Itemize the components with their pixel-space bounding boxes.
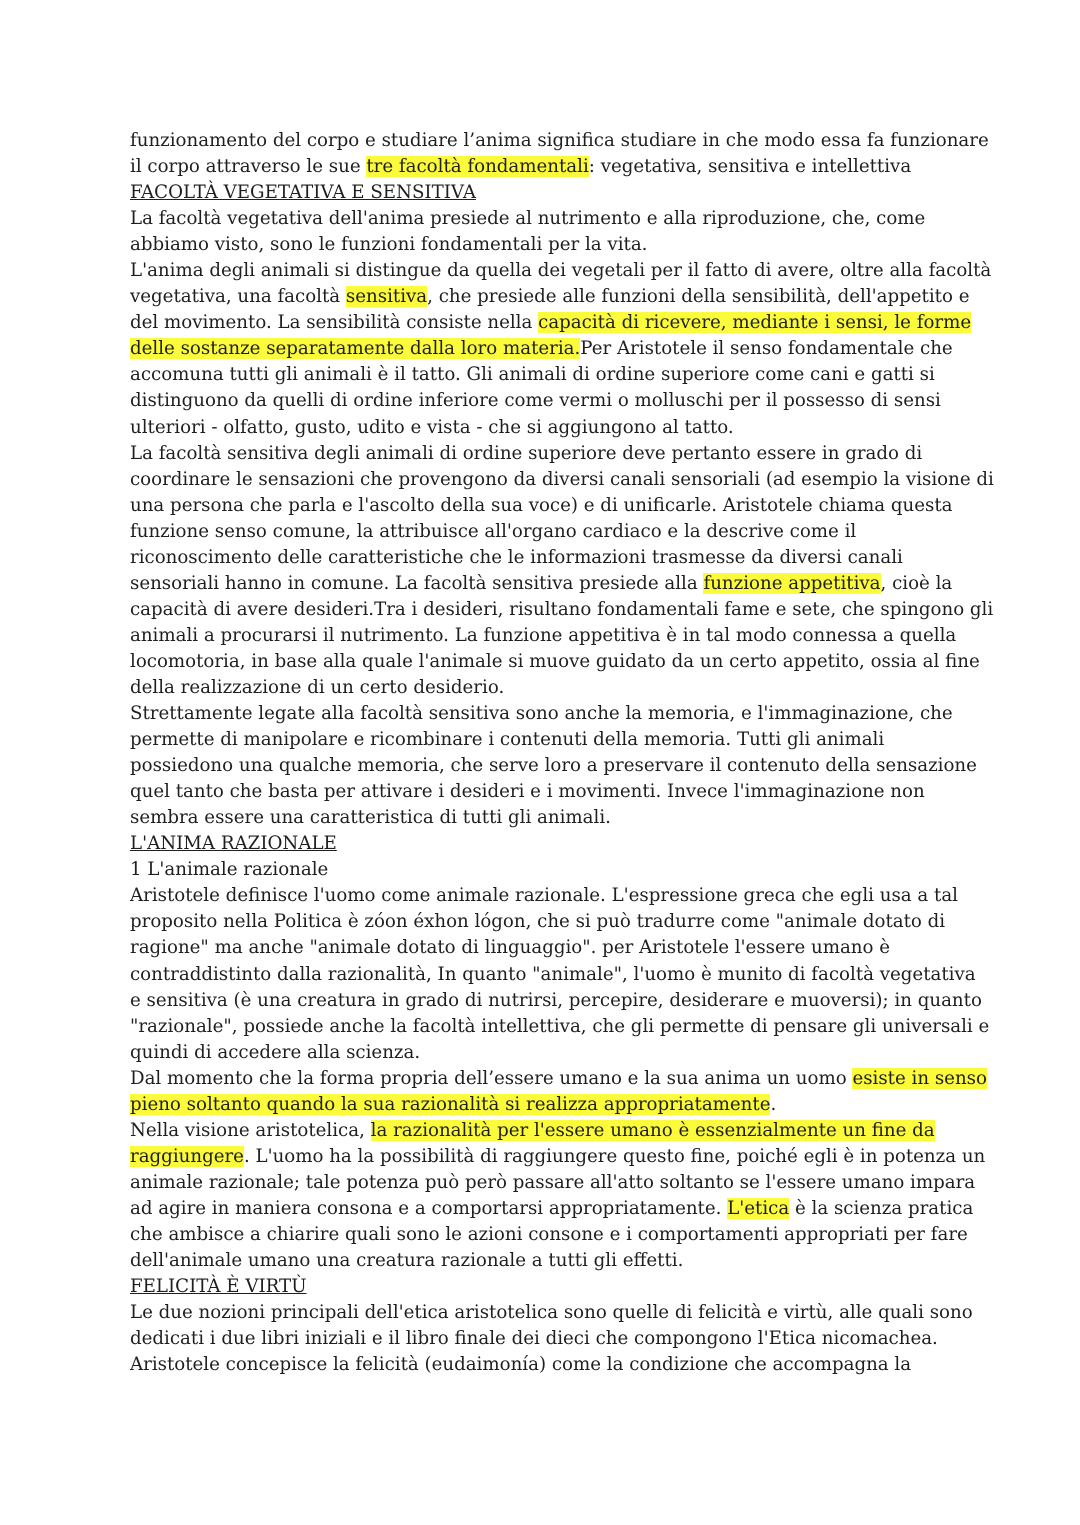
text-line [130, 1014, 990, 1040]
heading-text: FACOLTÀ VEGETATIVA E SENSITIVA [130, 182, 476, 204]
text-line [130, 779, 960, 805]
text-segment: Nella visione aristotelica, [130, 1119, 371, 1141]
text-line [130, 1222, 968, 1248]
highlighted-text: capacità di ricevere, mediante i sensi, le forme [538, 312, 972, 334]
text-line [130, 962, 976, 988]
text-line [130, 519, 960, 545]
text-line [130, 1092, 960, 1118]
section-heading [130, 180, 960, 206]
heading-text: FELICITÀ È VIRTÙ [130, 1276, 307, 1298]
highlighted-text: delle sostanze separatamente dalla loro materia. [130, 338, 581, 360]
text-line [130, 1144, 986, 1170]
text-line [130, 1196, 974, 1222]
text-segment: della realizzazione di un certo desiderio. [130, 676, 505, 698]
text-segment: riconoscimento delle caratteristiche che le informazioni trasmesse da diversi canali [130, 546, 903, 568]
text-line [130, 701, 960, 727]
text-line [130, 258, 992, 284]
text-line [130, 805, 960, 831]
text-line [130, 1248, 960, 1274]
text-line [130, 1170, 976, 1196]
text-segment: L'anima degli animali si distingue da quella dei vegetali per il fatto di avere, oltre alla facoltà [130, 260, 992, 282]
text-line [130, 649, 980, 675]
text-segment: è la scienza pratica [789, 1197, 974, 1219]
text-segment: La facoltà vegetativa dell'anima presiede al nutrimento e alla riproduzione, che, come [130, 208, 926, 230]
highlighted-text: sensitiva [345, 286, 428, 308]
highlighted-text: esiste in senso [852, 1067, 987, 1089]
text-line [130, 1300, 973, 1326]
text-segment: sensoriali hanno in comune. La facoltà sensitiva presiede alla [130, 572, 704, 594]
highlighted-text: raggiungere [130, 1145, 244, 1167]
text-segment: una persona che parla e l'ascolto della sua voce) e di unificarle. Aristotele chiama questa [130, 494, 953, 516]
text-line [130, 232, 960, 258]
text-segment: quindi di accedere alla scienza. [130, 1041, 421, 1063]
text-segment: Le due nozioni principali dell'etica aristotelica sono quelle di felicità e virtù, alle quali sono [130, 1302, 973, 1324]
highlighted-text: funzione appetitiva [703, 572, 881, 594]
text-segment: : vegetativa, sensitiva e intellettiva [588, 156, 912, 178]
text-segment: il corpo attraverso le sue [130, 156, 367, 178]
text-segment: che ambisce a chiarire quali sono le azioni consone e i comportamenti appropriati per fare [130, 1223, 968, 1245]
section-heading [130, 831, 960, 857]
text-segment: Aristotele definisce l'uomo come animale razionale. L'espressione greca che egli usa a tal [130, 885, 959, 907]
text-segment: permette di manipolare e ricombinare i contenuti della memoria. Tutti gli animali [130, 729, 885, 751]
text-segment: La facoltà sensitiva degli animali di ordine superiore deve pertanto essere in grado di [130, 442, 923, 464]
text-segment: Strettamente legate alla facoltà sensitiva sono anche la memoria, e l'immaginazione, che [130, 703, 953, 725]
text-segment: . [770, 1093, 777, 1115]
text-line [130, 988, 982, 1014]
text-line [130, 571, 960, 597]
text-line [130, 727, 960, 753]
text-segment: locomotoria, in base alla quale l'animale si muove guidato da un certo appetito, ossia al fine [130, 650, 980, 672]
text-line [130, 128, 989, 154]
text-line [130, 206, 960, 232]
text-line [130, 675, 960, 701]
text-line [130, 467, 994, 493]
text-segment: contraddistinto dalla razionalità, In quanto "animale", l'uomo è munito di facoltà vegetativa [130, 963, 976, 985]
document-body [130, 128, 994, 1378]
text-line [130, 935, 960, 961]
text-line [130, 493, 960, 519]
text-line [130, 310, 972, 336]
text-segment: funzione senso comune, la attribuisce all'organo cardiaco e la descrive come il [130, 520, 857, 542]
text-line [130, 623, 960, 649]
text-segment: , cioè la [880, 572, 953, 594]
highlighted-text: la razionalità per l'essere umano è essenzialmente un fine da [370, 1119, 935, 1141]
text-line [130, 284, 970, 310]
text-segment: Per Aristotele il senso fondamentale che [580, 338, 953, 360]
text-segment: del movimento. La sensibilità consiste nella [130, 312, 539, 334]
highlighted-text: L'etica [727, 1197, 790, 1219]
text-line [130, 388, 960, 414]
text-segment: accomuna tutti gli animali è il tatto. Gli animali di ordine superiore come cani e gatti si [130, 364, 935, 386]
text-segment: vegetativa, una facoltà [130, 286, 346, 308]
text-line [130, 1118, 960, 1144]
text-segment: Aristotele concepisce la felicità (eudaimonía) come la condizione che accompagna la [130, 1354, 912, 1376]
section-heading [130, 1274, 960, 1300]
text-segment: capacità di avere desideri.Tra i desideri, risultano fondamentali fame e sete, che spingono gli [130, 598, 994, 620]
text-segment: distinguono da quelli di ordine inferiore come vermi o molluschi per il possesso di sensi [130, 390, 941, 412]
text-line [130, 545, 960, 571]
text-segment: dell'animale umano una creatura razionale a tutti gli effetti. [130, 1250, 684, 1272]
text-line [130, 441, 960, 467]
text-line [130, 883, 960, 909]
text-segment: ad agire in maniera consona e a comportarsi appropriatamente. [130, 1197, 728, 1219]
heading-text: L'ANIMA RAZIONALE [130, 833, 337, 855]
text-segment: quel tanto che basta per attivare i desideri e i movimenti. Invece l'immaginazione non [130, 781, 925, 803]
text-segment: possiedono una qualche memoria, che serve loro a preservare il contenuto della sensazione [130, 755, 977, 777]
text-line [130, 1352, 960, 1378]
text-segment: Dal momento che la forma propria dell’essere umano e la sua anima un uomo [130, 1067, 853, 1089]
text-segment: animale razionale; tale potenza può però passare all'atto soltanto se l'essere umano impara [130, 1171, 976, 1193]
highlighted-text: tre facoltà fondamentali [366, 156, 589, 178]
text-line [130, 336, 960, 362]
highlighted-text: pieno soltanto quando la sua razionalità si realizza appropriatamente [130, 1093, 771, 1115]
text-line [130, 1066, 987, 1092]
text-line [130, 597, 994, 623]
text-segment: ragione" ma anche "animale dotato di linguaggio". per Aristotele l'essere umano è [130, 937, 890, 959]
text-segment: dedicati i due libri iniziali e il libro finale dei dieci che compongono l'Etica nicomachea. [130, 1328, 938, 1350]
text-segment: 1 L'animale razionale [130, 859, 329, 881]
text-segment: coordinare le sensazioni che provengono da diversi canali sensoriali (ad esempio la visione di [130, 468, 994, 490]
text-segment: animali a procurarsi il nutrimento. La funzione appetitiva è in tal modo connessa a quella [130, 624, 957, 646]
text-segment: proposito nella Politica è zóon éxhon lógon, che si può tradurre come "animale dotato di [130, 911, 946, 933]
text-line [130, 909, 960, 935]
text-segment: sembra essere una caratteristica di tutti gli animali. [130, 807, 611, 829]
text-line [130, 415, 960, 441]
text-segment: , che presiede alle funzioni della sensibilità, dell'appetito e [427, 286, 970, 308]
text-segment: abbiamo visto, sono le funzioni fondamentali per la vita. [130, 234, 648, 256]
text-line [130, 857, 960, 883]
text-segment: "razionale", possiede anche la facoltà intellettiva, che gli permette di pensare gli universali e [130, 1015, 990, 1037]
text-segment: ulteriori - olfatto, gusto, udito e vista - che si aggiungono al tatto. [130, 416, 734, 438]
text-segment: funzionamento del corpo e studiare l’anima significa studiare in che modo essa fa funzionare [130, 130, 989, 151]
text-segment: . L'uomo ha la possibilità di raggiungere questo fine, poiché egli è in potenza un [243, 1145, 986, 1167]
text-line [130, 362, 960, 388]
text-line [130, 1040, 960, 1066]
text-line [130, 753, 977, 779]
text-line [130, 154, 960, 180]
text-segment: e sensitiva (è una creatura in grado di nutrirsi, percepire, desiderare e muoversi); in quanto [130, 989, 982, 1011]
text-line [130, 1326, 960, 1352]
